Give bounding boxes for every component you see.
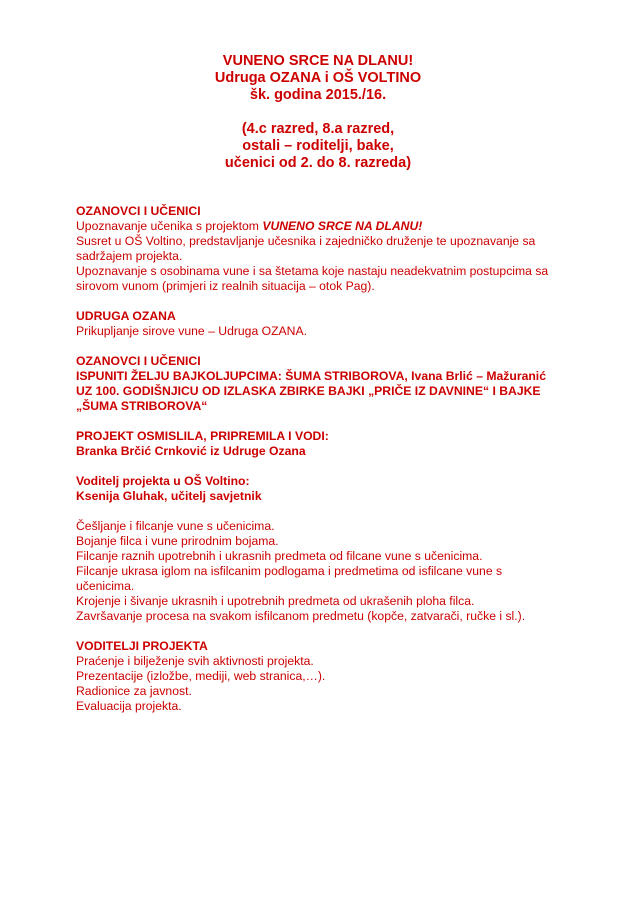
section-title: UDRUGA OZANA (76, 309, 176, 323)
lead-name: Ksenija Gluhak, učitelj savjetnik (76, 489, 262, 503)
paragraph-line: Radionice za javnost. (76, 684, 192, 698)
activity-line: učenicima. (76, 579, 135, 593)
activity-line: Češljanje i filcanje vune s učenicima. (76, 519, 275, 533)
header-title: VUNENO SRCE NA DLANU! (222, 53, 414, 69)
header-organizers: Udruga OZANA i OŠ VOLTINO (214, 70, 422, 86)
document-header (0, 53, 636, 172)
section-project-author (76, 429, 596, 459)
intro-line: Upoznavanje učenika s projektom VUNENO SRCE NA DLANU! (76, 219, 423, 233)
paragraph-line: UZ 100. GODIŠNJICU OD IZLASKA ZBIRKE BAJKI „PRIČE IZ DAVNINE“ I BAJKE (76, 384, 541, 398)
activity-line: Završavanje procesa na svakom isfilcanom predmetu (kopče, zatvarači, ručke i sl.). (76, 609, 526, 623)
section-title: VODITELJI PROJEKTA (76, 639, 208, 653)
section-project-leads (76, 639, 596, 714)
section-title: OZANOVCI I UČENICI (76, 204, 201, 218)
section-title: Voditelj projekta u OŠ Voltino: (76, 474, 250, 488)
header-participants-2: ostali – roditelji, bake, (242, 138, 394, 154)
header-participants-1: (4.c razred, 8.a razred, (241, 121, 395, 137)
paragraph-line: Prezentacije (izložbe, mediji, web stranica,…). (76, 669, 326, 683)
section-title: PROJEKT OSMISLILA, PRIPREMILA I VODI: (76, 429, 329, 443)
paragraph-line: sirovom vunom (primjeri iz realnih situacija – otok Pag). (76, 279, 375, 293)
section-school-lead (76, 474, 596, 504)
document-body (76, 204, 596, 714)
section-udruga-ozana (76, 309, 596, 339)
paragraph-line: „ŠUMA STRIBOROVA“ (76, 399, 208, 413)
activity-line: Filcanje raznih upotrebnih i ukrasnih predmeta od filcane vune s učenicima. (76, 549, 483, 563)
paragraph-line: Susret u OŠ Voltino, predstavljanje učesnika i zajedničko druženje te upoznavanje sa (76, 234, 536, 248)
activity-line: Krojenje i šivanje ukrasnih i upotrebnih predmeta od ukrašenih ploha filca. (76, 594, 475, 608)
project-name: VUNENO SRCE NA DLANU! (262, 219, 423, 233)
paragraph-line: Evaluacija projekta. (76, 699, 182, 713)
paragraph-line: Praćenje i bilježenje svih aktivnosti projekta. (76, 654, 314, 668)
paragraph-line: Upoznavanje s osobinama vune i sa štetama koje nastaju neadekvatnim postupcima sa (76, 264, 549, 278)
section-ozanovci-ucenici-1 (76, 204, 596, 294)
paragraph-line: sadržajem projekta. (76, 249, 183, 263)
paragraph-line: Prikupljanje sirove vune – Udruga OZANA. (76, 324, 307, 338)
activity-line: Filcanje ukrasa iglom na isfilcanim podlogama i predmetima od isfilcane vune s (76, 564, 503, 578)
section-title: OZANOVCI I UČENICI (76, 354, 201, 368)
header-participants-3: učenici od 2. do 8. razreda) (224, 155, 412, 171)
section-activities (76, 519, 596, 624)
activity-line: Bojanje filca i vune prirodnim bojama. (76, 534, 279, 548)
paragraph-line: ISPUNITI ŽELJU BAJKOLJUPCIMA: ŠUMA STRIBOROVA, Ivana Brlić – Mažuranić (76, 369, 546, 383)
author-name: Branka Brčić Crnković iz Udruge Ozana (76, 444, 306, 458)
header-school-year: šk. godina 2015./16. (249, 87, 387, 103)
section-ozanovci-ucenici-2 (76, 354, 596, 414)
